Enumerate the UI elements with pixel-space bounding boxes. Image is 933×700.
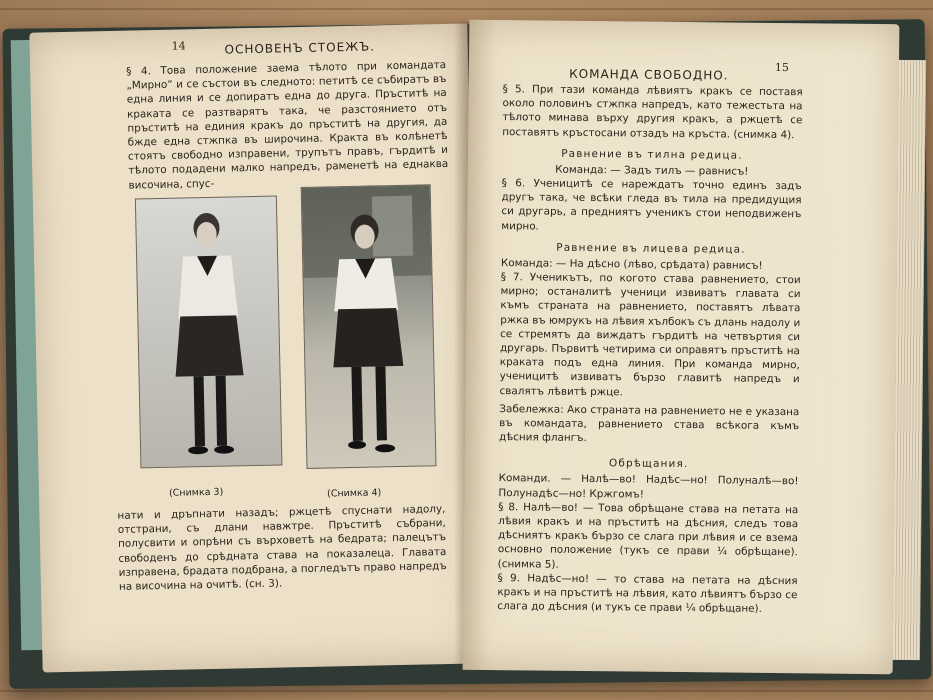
paragraph-4: § 4. Това положение заема тѣлото при командата „Мирно“ и се състои въ следното: петитѣ се събиратъ въ една линия и се допиратъ една до друга. Пръститѣ на краката се разтварятъ така, че разстоянието отъ пръститѣ на единия кракъ до пръститѣ на другия, да бжде една стжпка въ широчина. Кракта въ колѣнетѣ стоятъ свободно изправени, трупътъ правъ, гърдитѣ и тѣлото подадени малко напредъ, раменетѣ на еднаква височина, спус- <box>126 58 449 192</box>
command-zad-til: Команда: — Задъ тилъ — равнисъ! <box>555 163 749 178</box>
photo-snimka-4 <box>301 184 437 469</box>
note-zabelezhka: Забележка: Ако страната на равнението не е указана въ командата, равнението става всѣкога къмъ дѣсния флангъ. <box>498 402 800 445</box>
subheading-obreshtaniya: Обрѣщания. <box>608 457 689 471</box>
right-page-title: КОМАНДА СВОБОДНО. <box>569 66 729 83</box>
command-na-dyasno: Команда: — На дѣсно (лѣво, срѣдата) равнисъ! <box>500 256 763 272</box>
right-page <box>463 20 900 674</box>
paragraph-4-continued: нати и дръпнати назадъ; ржцетѣ спуснати надолу, отстрани, съ длани навжтре. Пръститѣ събрани, полусвити и опрѣни съ върховетѣ на бедрата; палецътъ свободенъ до срѣдната става на показалеца. Главата изправена, брадата подбрана, а погледътъ право напредъ на височина на очитѣ. (сн. 3). <box>117 503 447 593</box>
page-number-right: 15 <box>774 60 789 75</box>
subheading-tilna-redica: Равнение въ тилна редица. <box>561 147 743 162</box>
caption-snimka-3: (Снимка 3) <box>168 486 224 499</box>
paragraph-7: § 7. Ученикътъ, по когото става равнението, стои мирно; останалитѣ ученици извиватъ главата си къмъ страната на равнението, поставятъ лѣвата ржка въ юмрукъ на лѣвия хълбокъ съ длань надолу и се стремятъ да виждатъ гърдитѣ на четвъртия си другарь. Първитѣ четирима си оправятъ пръститѣ на краката подъ една линия. При команда мирно, ученицитѣ извиватъ бързо главитѣ напредъ и свалятъ лѣвитѣ ржце. <box>499 271 801 399</box>
paragraph-6: § 6. Ученицитѣ се нареждатъ точно единъ задъ другъ така, че всѣки гледа въ тила на предидущия си другарь, а предниятъ ученикъ стои неподвиженъ мирно. <box>501 177 802 233</box>
caption-snimka-4: (Снимка 4) <box>326 487 382 500</box>
commands-obreshtaniya: Команди. — Налѣ—во! Надѣс—но! Полуналѣ—во! Полунадѣс—но! Кржгомъ! <box>498 472 799 501</box>
left-page <box>29 23 480 672</box>
paragraph-8: § 8. Налѣ—во! — Това обрѣщане става на петата на лѣвия кракъ и на пръститѣ на дѣсния, следъ това дѣсниятъ кракъ бързо се слага при лѣвия и се взема основно положение (тукъ се прави ¼ обрѣщане). (снимка 5). <box>497 500 799 571</box>
photo-snimka-3 <box>135 196 283 469</box>
paragraph-9: § 9. Надѣс—но! — то става на петата на дѣсния кракъ и на пръститѣ на лѣвия, като лѣвиятъ бързо се слага до дѣсния (и тукъ се прави ¼ обрѣщане). <box>497 571 798 616</box>
girl-at-ease-figure <box>302 185 436 468</box>
paragraph-5: § 5. При тази команда лѣвиятъ кракъ се поставя около половинъ стжпка напредъ, като тежестьта на тѣлото минава върху другия кракъ, а ржцетѣ се поставятъ кръстосани отзадъ на кръста. (снимка 4). <box>502 83 803 141</box>
left-page-title: ОСНОВЕНЪ СТОЕЖЪ. <box>224 39 376 57</box>
subheading-liceva-redica: Равнение въ лицева редица. <box>556 241 746 256</box>
girl-standing-figure <box>136 197 282 468</box>
right-page-text <box>497 82 803 617</box>
page-number-left: 14 <box>171 39 186 53</box>
